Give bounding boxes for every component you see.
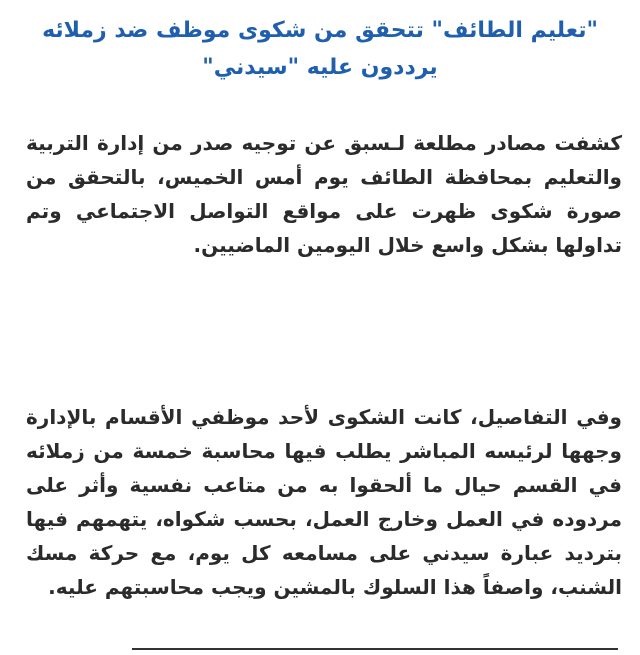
article-headline: "تعليم الطائف" تتحقق من شكوى موظف ضد زملائه يرددون عليه "سيدني" bbox=[42, 18, 598, 80]
article-paragraph-intro: كشفت مصادر مطلعة لـسبق عن توجيه صدر من إدارة التربية والتعليم بمحافظة الطائف يوم أمس الخميس، بالتحقق من صورة شكوى ظهرت على مواقع التواصل الاجتماعي وتم تداولها بشكل واسع خلال اليومين الماضيين. bbox=[26, 131, 622, 257]
article-paragraph-details: وفي التفاصيل، كانت الشكوى لأحد موظفي الأقسام بالإدارة وجهها لرئيسه المباشر يطلب فيها محاسبة خمسة من زملائه في القسم حيال ما ألحقوا به من متاعب نفسية وأثر على مردوده في العمل وخارج العمل، بحسب شكواه، يتهمهم فيها بترديد عبارة سيدني على مسامعه كل يوم، مع حركة مسك الشنب، واصفاً هذا السلوك بالمشين ويجب محاسبتهم عليه. bbox=[26, 405, 622, 599]
bottom-divider bbox=[132, 648, 618, 650]
